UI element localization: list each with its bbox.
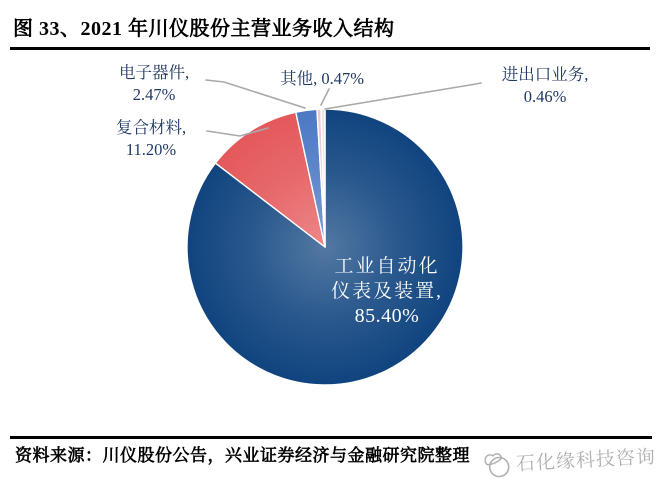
source-note: 资料来源：川仪股份公告，兴业证券经济与金融研究院整理 — [15, 446, 470, 465]
callout-electronic-devices — [98, 62, 210, 106]
main-slice-label — [313, 254, 461, 329]
callout-label: 电子器件, — [118, 63, 190, 82]
callout-value: 11.20% — [125, 140, 177, 159]
callout-label: 复合材料, — [115, 118, 187, 137]
callout-import-export — [483, 64, 607, 108]
callout-value: 0.46% — [523, 87, 567, 106]
footer-divider — [10, 436, 652, 439]
main-slice-label-line2: 仪表及装置, — [331, 281, 443, 302]
callout-composite-materials — [95, 117, 207, 161]
watermark-text: 石化缘科技咨询 — [515, 446, 657, 475]
main-slice-value: 85.40% — [354, 305, 420, 327]
callout-value: 2.47% — [132, 85, 176, 104]
figure-title: 图 33、2021 年川仪股份主营业务收入结构 — [13, 18, 395, 40]
watermark-logo-icon — [479, 445, 513, 481]
callout-other — [266, 68, 378, 90]
main-slice-label-line1: 工业自动化 — [334, 256, 440, 277]
leader-other — [321, 89, 329, 105]
callout-label: 进出口业务, — [501, 65, 589, 84]
callout-label: 其他, 0.47% — [280, 69, 364, 88]
